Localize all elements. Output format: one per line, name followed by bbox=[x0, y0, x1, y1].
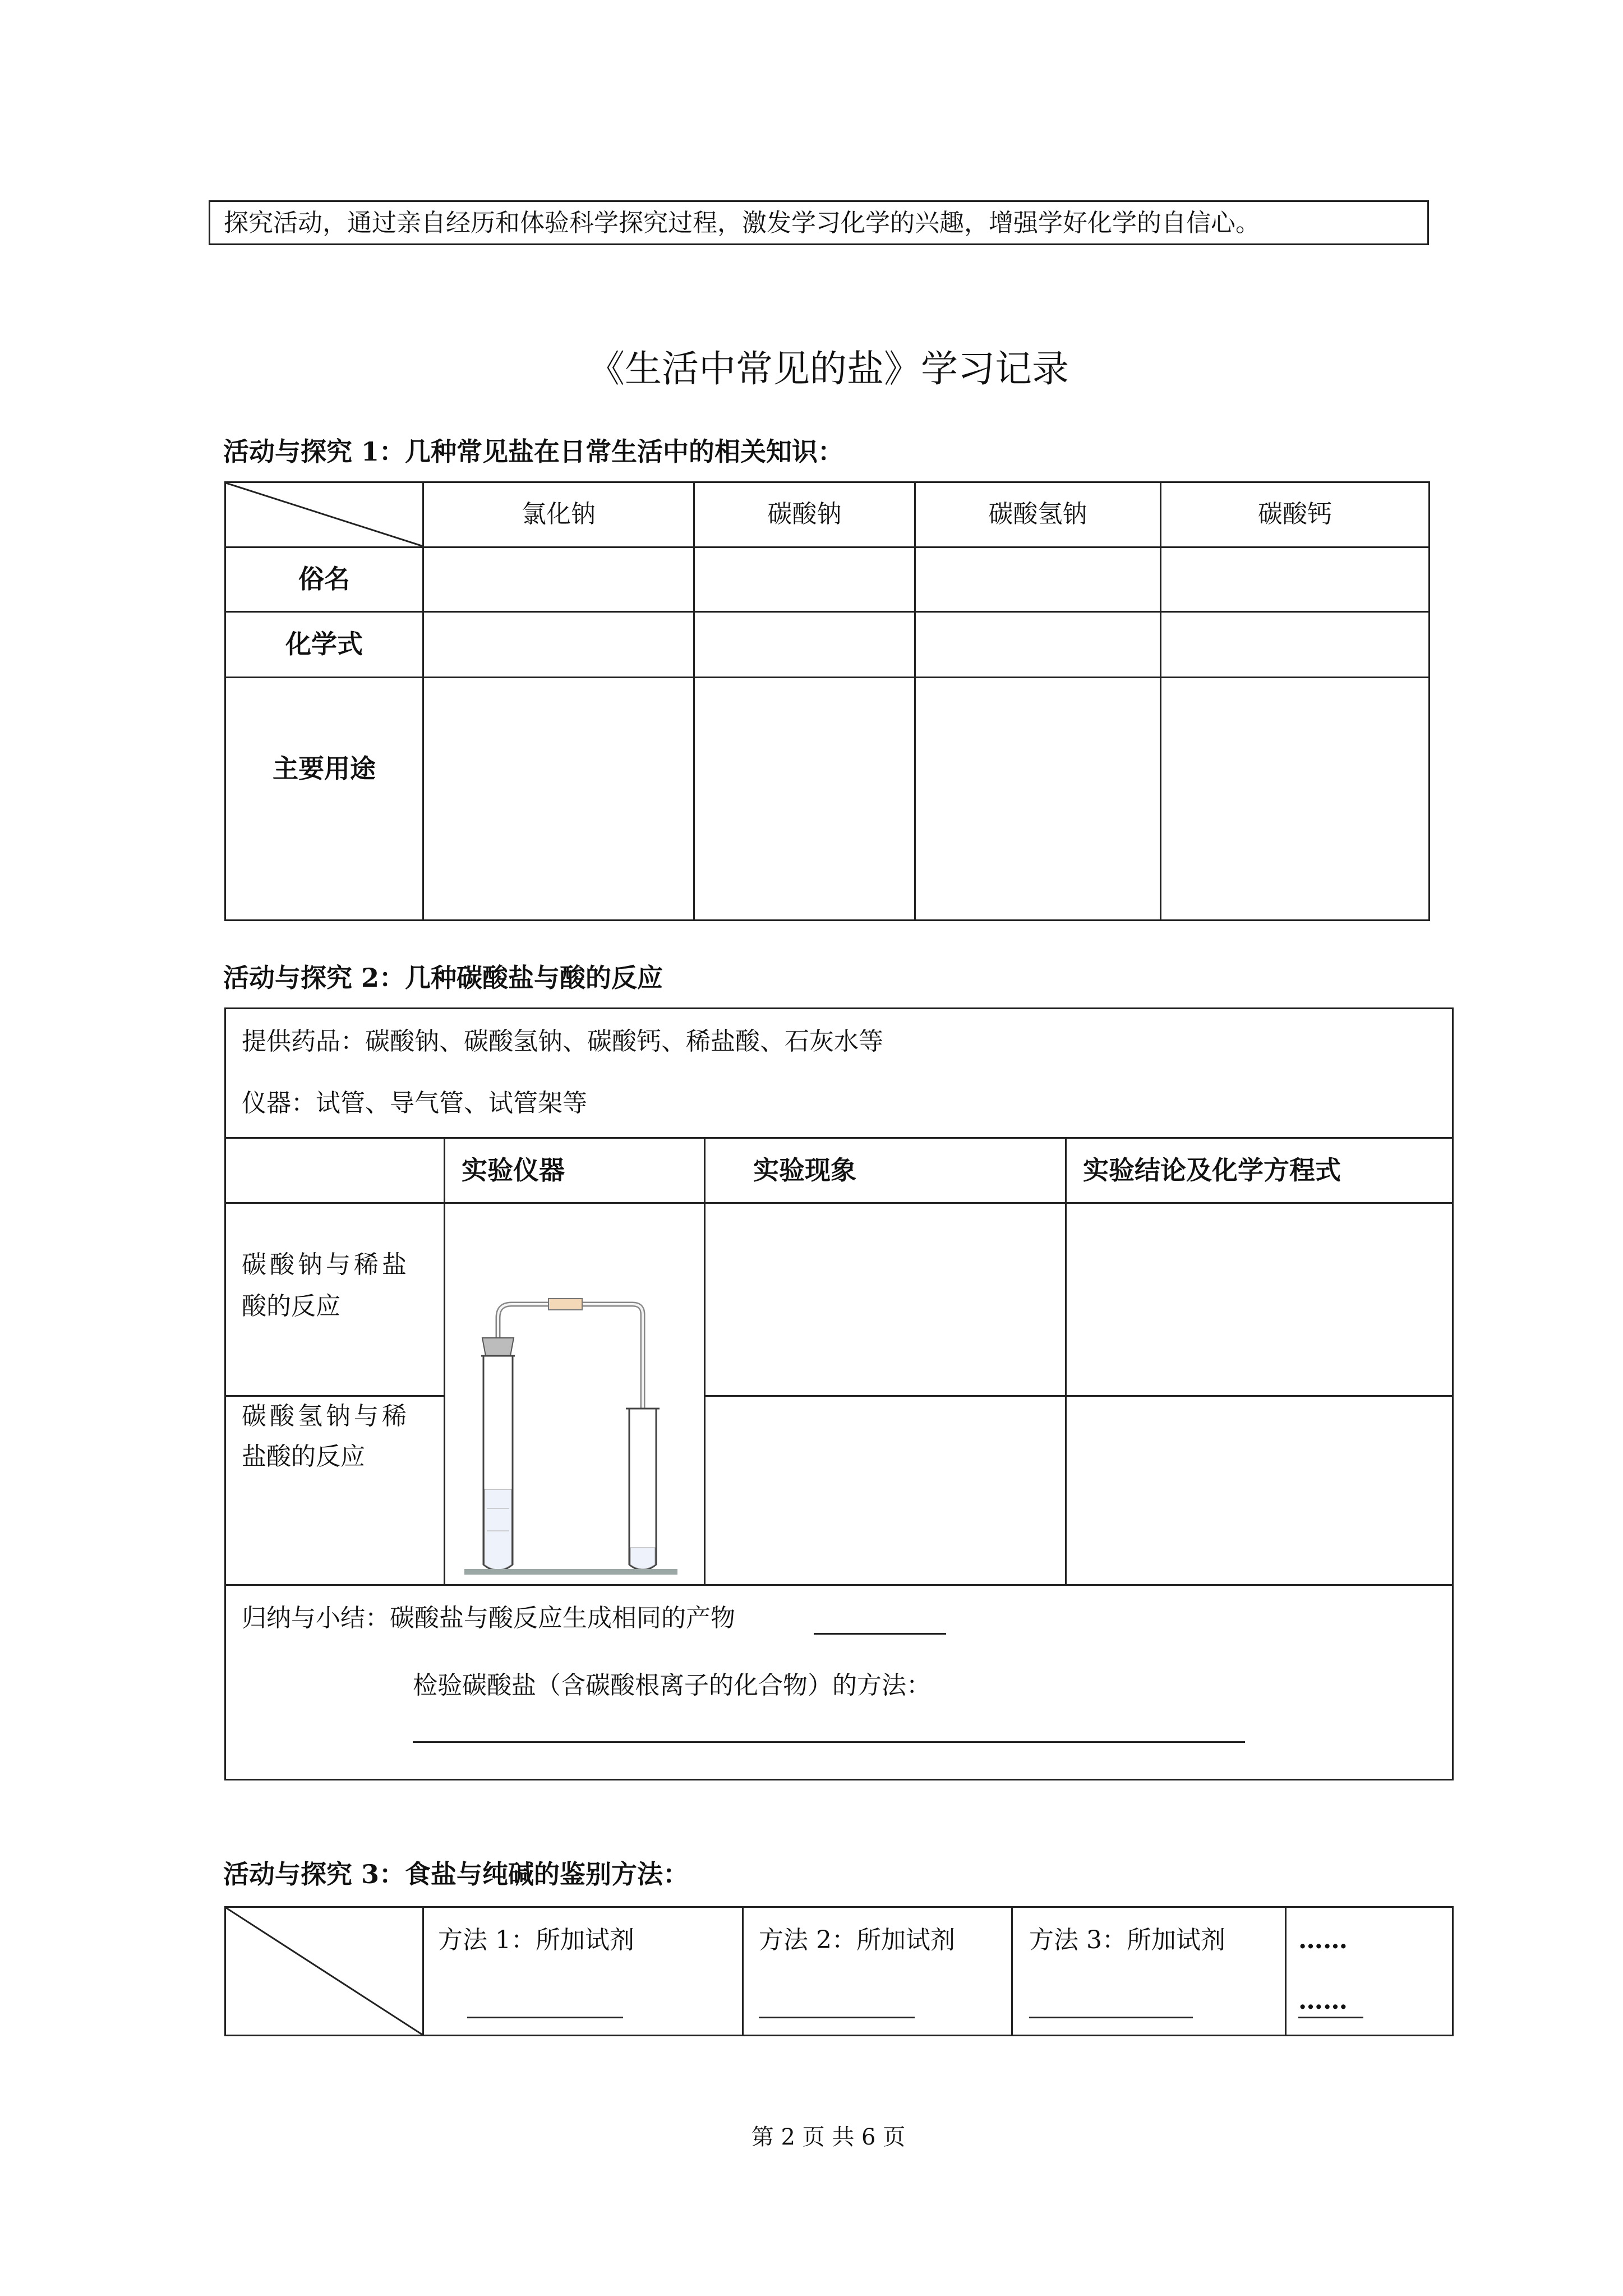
page-footer: 第 2 页 共 6 页 bbox=[751, 2124, 906, 2150]
row2-label-line1: 碳酸氢钠与稀 bbox=[242, 1402, 410, 1430]
row-label-common-name: 俗名 bbox=[298, 564, 350, 594]
activity2-table bbox=[224, 1007, 1454, 1780]
row1-label-line2: 酸的反应 bbox=[242, 1292, 340, 1320]
col-header-nacl: 氯化钠 bbox=[522, 500, 596, 528]
activity3-table bbox=[224, 1906, 1454, 2036]
activity3-heading: 活动与探究 3：食盐与纯碱的鉴别方法： bbox=[223, 1859, 689, 1889]
diagonal-line bbox=[226, 483, 423, 546]
col-header-na2co3: 碳酸钠 bbox=[767, 500, 842, 528]
row1-label-line1: 碳酸钠与稀盐 bbox=[242, 1250, 410, 1279]
summary-line1: 归纳与小结：碳酸盐与酸反应生成相同的产物 bbox=[242, 1604, 735, 1632]
instruments-text: 仪器：试管、导气管、试管架等 bbox=[242, 1089, 587, 1117]
method1-label: 方法 1：所加试剂 bbox=[438, 1926, 634, 1954]
col-header-caco3: 碳酸钙 bbox=[1258, 500, 1332, 528]
top-note-text: 探究活动，通过亲自经历和体验科学探究过程，激发学习化学的兴趣，增强学好化学的自信心。 bbox=[224, 209, 1260, 237]
blank-line-method bbox=[413, 1741, 1245, 1743]
drugs-text: 提供药品：碳酸钠、碳酸氢钠、碳酸钙、稀盐酸、石灰水等 bbox=[242, 1027, 883, 1056]
diagonal-line bbox=[226, 1908, 422, 2035]
top-note-box bbox=[209, 200, 1429, 245]
activity2-heading: 活动与探究 2：几种碳酸盐与酸的反应 bbox=[223, 963, 663, 993]
method2-label: 方法 2：所加试剂 bbox=[759, 1926, 955, 1954]
blank-line-product bbox=[814, 1633, 946, 1635]
ellipsis-1: …… bbox=[1298, 1926, 1348, 1954]
row-label-formula: 化学式 bbox=[285, 629, 363, 659]
summary-line2: 检验碳酸盐（含碳酸根离子的化合物）的方法： bbox=[413, 1671, 931, 1700]
activity1-heading: 活动与探究 1：几种常见盐在日常生活中的相关知识： bbox=[223, 436, 844, 467]
activity1-table bbox=[224, 481, 1430, 921]
header-phenomenon: 实验现象 bbox=[753, 1155, 856, 1185]
page-title: 《生活中常见的盐》学习记录 bbox=[588, 347, 1069, 390]
row2-label-line2: 盐酸的反应 bbox=[242, 1442, 365, 1471]
row-label-main-use: 主要用途 bbox=[273, 753, 376, 784]
test-tube-apparatus-image bbox=[448, 1205, 701, 1581]
col-header-nahco3: 碳酸氢钠 bbox=[988, 500, 1087, 528]
ellipsis-2: …… bbox=[1298, 1986, 1348, 2015]
method3-label: 方法 3：所加试剂 bbox=[1029, 1926, 1225, 1954]
header-instrument: 实验仪器 bbox=[462, 1155, 565, 1185]
header-conclusion: 实验结论及化学方程式 bbox=[1083, 1155, 1341, 1185]
